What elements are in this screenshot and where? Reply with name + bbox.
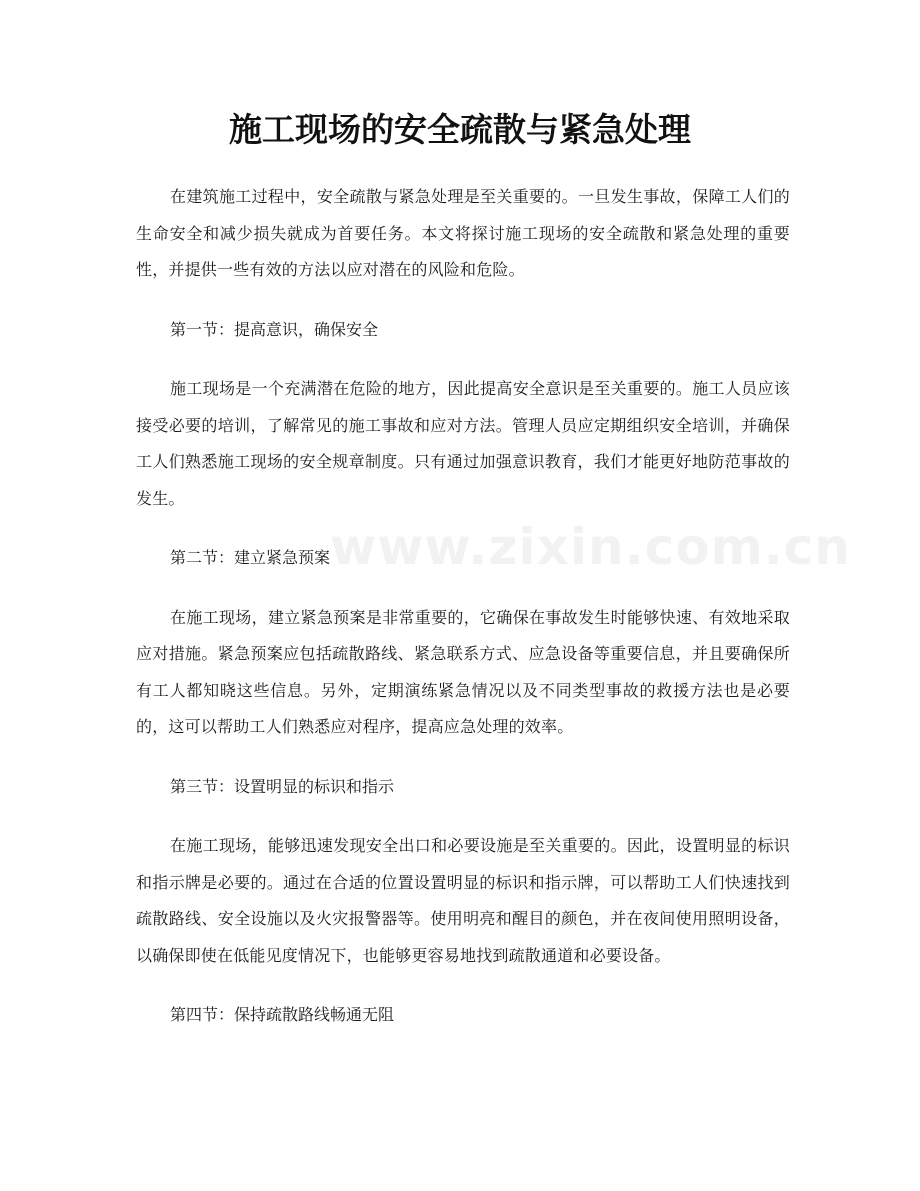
section-paragraph-3: 在施工现场，能够迅速发现安全出口和必要设施是至关重要的。因此，设置明显的标识和指示牌是必要的。通过在合适的位置设置明显的标识和指示牌，可以帮助工人们快速找到疏散路线、安全设施以及火灾报警器等。使用明亮和醒目的颜色，并在夜间使用照明设备，以确保即使在低能见度情况下，也能够更容易地找到疏散通道和必要设备。 [136,836,790,965]
intro-paragraph: 在建筑施工过程中，安全疏散与紧急处理是至关重要的。一旦发生事故，保障工人们的生命安全和减少损失就成为首要任务。本文将探讨施工现场的安全疏散和紧急处理的重要性，并提供一些有效的方法以应对潜在的风险和危险。 [136,187,790,279]
document-body [136,179,790,1057]
section-heading-1: 第一节：提高意识，确保安全 [170,319,379,339]
section-heading-4: 第四节：保持疏散路线畅通无阻 [170,1005,395,1024]
section-heading-3: 第三节：设置明显的标识和指示 [170,776,395,796]
page-title: 施工现场的安全疏散与紧急处理 [229,110,691,149]
section-heading-2: 第二节：建立紧急预案 [170,548,331,567]
section-paragraph-1: 施工现场是一个充满潜在危险的地方，因此提高安全意识是至关重要的。施工人员应该接受必要的培训，了解常见的施工事故和应对方法。管理人员应定期组织安全培训，并确保工人们熟悉施工现场的安全规章制度。只有通过加强意识教育，我们才能更好地防范事故的发生。 [136,379,790,508]
section-paragraph-2: 在施工现场，建立紧急预案是非常重要的，它确保在事故发生时能够快速、有效地采取应对措施。紧急预案应包括疏散路线、紧急联系方式、应急设备等重要信息，并且要确保所有工人都知晓这些信息。另外，定期演练紧急情况以及不同类型事故的救援方法也是必要的，这可以帮助工人们熟悉应对程序，提高应急处理的效率。 [136,607,790,736]
watermark: www.zixin.com.cn [330,518,851,576]
